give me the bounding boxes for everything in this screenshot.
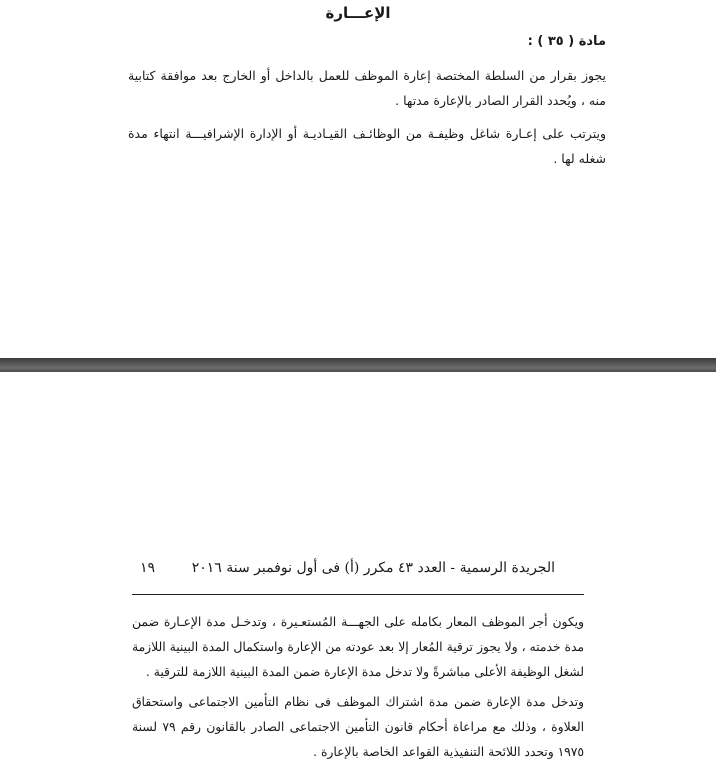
paragraph-salary-and-promotion: ويكون أجر الموظف المعار بكامله على الجهـــة المُستعـيرة ، وتدخـل مدة الإعـارة ضمن مدة خدمته ، ولا يجوز ترقية المُعار إلا بعد عودته من الإعارة واستكمال المدة البينية اللازمة لشغل الوظيفة الأعلى مباشرةً ولا تدخل مدة الإعارة ضمن المدة البينية اللازمة للترقية . [132, 615, 584, 679]
article-label: مادة ( ٣٥ ) : [527, 34, 606, 49]
page-number: ١٩ [140, 560, 156, 576]
section-title: الإعـــارة [325, 4, 391, 22]
paragraph-social-insurance: وتدخل مدة الإعارة ضمن مدة اشتراك الموظف فى نظام التأمين الاجتماعى واستحقاق العلاوة ، وذلك مع مراعاة أحكام قانون التأمين الاجتماعى الصادر بالقانون رقم ٧٩ لسنة ١٩٧٥ وتحدد اللائحة التنفيذية القواعد الخاصة بالإعارة . [132, 695, 584, 759]
gazette-title: الجريدة الرسمية - العدد ٤٣ مكرر (أ) فى أول نوفمبر سنة ٢٠١٦ [191, 560, 555, 576]
bottom-page [0, 372, 716, 779]
paragraph-lending-decision: يجوز بقرار من السلطة المختصة إعارة الموظف للعمل بالداخل أو الخارج بعد موافقة كتابية منه ، ويُحدد القرار الصادر بالإعارة مدتها . [128, 68, 606, 108]
paragraph-leadership-position: ويترتب على إعـارة شاغل وظيفـة من الوظائـف القيـاديـة أو الإدارة الإشرافيـــة انتهاء مدة شغله لها . [128, 126, 606, 166]
gazette-header [140, 560, 555, 576]
header-rule [132, 594, 584, 595]
page-divider [0, 358, 716, 372]
top-page [0, 0, 716, 358]
